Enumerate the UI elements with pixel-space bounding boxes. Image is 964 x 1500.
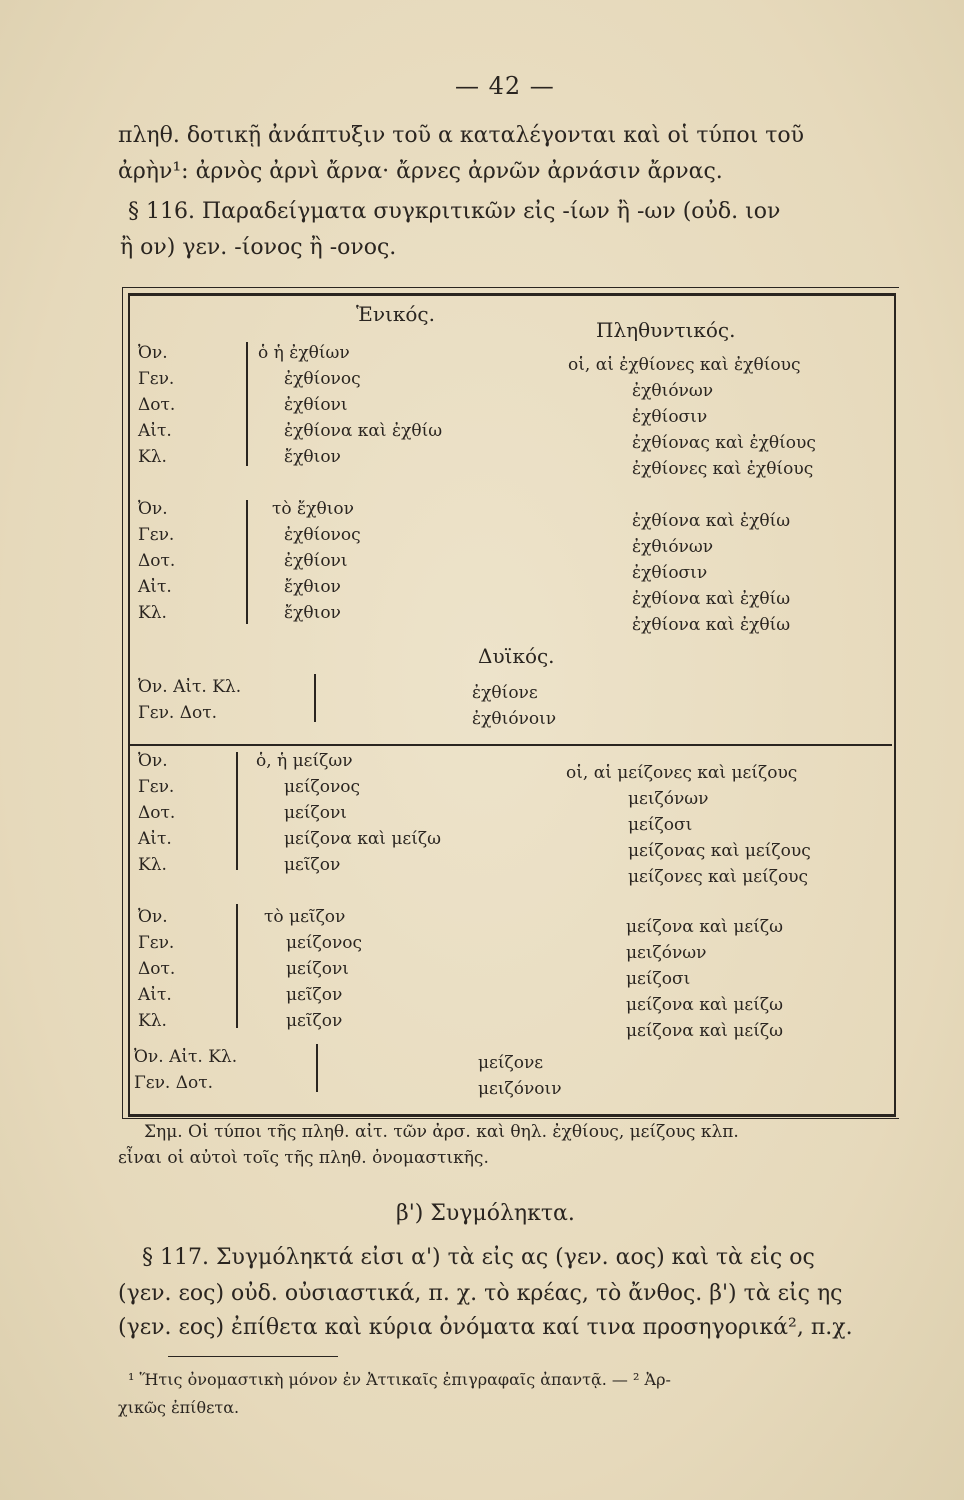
footnote-line-1: ¹ Ἥτις ὀνομαστικὴ μόνον ἐν Ἀττικαῖς ἐπιγραφαῖς ἀπαντᾷ. — ² Ἀρ- xyxy=(128,1370,671,1389)
echthion-masc-sg: ἔχθιον xyxy=(284,447,341,467)
case-label: Γεν. xyxy=(138,369,175,389)
rule xyxy=(246,342,248,466)
section-title: β') Συγμόληκτα. xyxy=(396,1201,575,1226)
meizon-masc-pl: μείζονας καὶ μείζους xyxy=(628,841,811,861)
echthion-masc-pl: οἱ, αἱ ἐχθίονες καὶ ἐχθίους xyxy=(568,355,801,375)
meizon-masc-pl: μειζόνων xyxy=(628,789,709,809)
case-label: Δοτ. xyxy=(138,803,176,823)
heading-singular: Ἑνικός. xyxy=(356,302,435,326)
meizon-neut-pl: μείζονα καὶ μείζω xyxy=(626,995,783,1015)
case-label: Αἰτ. xyxy=(138,577,172,597)
meizon-neut-pl: μείζονα καὶ μείζω xyxy=(626,1021,783,1041)
section-line-3: (γεν. εος) ἐπίθετα καὶ κύρια ὀνόματα καί τινα προσηγορικά², π.χ. xyxy=(118,1315,853,1340)
dual-case-label: Γεν. Δοτ. xyxy=(134,1073,214,1093)
heading-plural: Πληθυντικός. xyxy=(596,318,736,342)
meizon-masc-sg: ὁ, ἡ μείζων xyxy=(256,751,353,771)
case-label: Δοτ. xyxy=(138,959,176,979)
rule xyxy=(314,674,316,722)
section-line-2: (γεν. εος) οὐδ. οὐσιαστικά, π. χ. τὸ κρέας, τὸ ἄνθος. β') τὰ εἰς ης xyxy=(118,1281,843,1306)
meizon-masc-pl: μείζοσι xyxy=(628,815,693,835)
case-label: Δοτ. xyxy=(138,551,176,571)
note-line-1: Σημ. Οἱ τύποι τῆς πληθ. αἰτ. τῶν ἀρσ. καὶ θηλ. ἐχθίους, μείζους κλπ. xyxy=(144,1122,739,1142)
case-label: Κλ. xyxy=(138,447,167,467)
case-label: Γεν. xyxy=(138,933,175,953)
meizon-neut-sg: μεῖζον xyxy=(286,985,343,1005)
meizon-masc-pl: μείζονες καὶ μείζους xyxy=(628,867,809,887)
echthion-neut-pl: ἐχθίοσιν xyxy=(632,563,708,583)
meizon-neut-sg: μείζονι xyxy=(286,959,349,979)
meizon-masc-sg: μείζονι xyxy=(284,803,347,823)
echthion-masc-pl: ἐχθίονας καὶ ἐχθίους xyxy=(632,433,816,453)
case-label: Ὀν. xyxy=(138,907,168,927)
case-label: Κλ. xyxy=(138,1011,167,1031)
footnote-line-2: χικῶς ἐπίθετα. xyxy=(118,1398,240,1417)
rule xyxy=(236,904,238,1028)
meizon-masc-sg: μείζονα καὶ μείζω xyxy=(284,829,441,849)
meizon-masc-pl: οἱ, αἱ μείζονες καὶ μείζους xyxy=(566,763,798,783)
meizon-masc-sg: μείζονος xyxy=(284,777,361,797)
footnote-rule xyxy=(168,1356,338,1357)
case-label: Γεν. xyxy=(138,777,175,797)
rule xyxy=(246,500,248,624)
intro-line-3: § 116. Παραδείγματα συγκριτικῶν εἰς -ίων ἢ -ων (οὐδ. ιον xyxy=(128,199,781,224)
case-label: Κλ. xyxy=(138,855,167,875)
case-label: Δοτ. xyxy=(138,395,176,415)
echthion-dual: ἐχθίονε xyxy=(472,683,538,703)
case-label: Αἰτ. xyxy=(138,985,172,1005)
echthion-neut-pl: ἐχθίονα καὶ ἐχθίω xyxy=(632,511,791,531)
case-label: Ὀν. xyxy=(138,343,168,363)
echthion-neut-pl: ἐχθιόνων xyxy=(632,537,714,557)
meizon-neut-pl: μείζοσι xyxy=(626,969,691,989)
section-line-1: § 117. Συγμόληκτά εἰσι α') τὰ εἰς ας (γεν. αος) καὶ τὰ εἰς ος xyxy=(142,1245,815,1270)
meizon-neut-pl: μείζονα καὶ μείζω xyxy=(626,917,783,937)
meizon-neut-sg: τὸ μεῖζον xyxy=(264,907,346,927)
page-number: — 42 — xyxy=(455,72,555,100)
echthion-masc-sg: ἐχθίονι xyxy=(284,395,348,415)
dual-case-label: Γεν. Δοτ. xyxy=(138,703,218,723)
note-line-2: εἶναι οἱ αὐτοὶ τοῖς τῆς πληθ. ὀνομαστικῆς. xyxy=(118,1148,489,1168)
meizon-dual: μείζονε xyxy=(478,1053,544,1073)
meizon-neut-pl: μειζόνων xyxy=(626,943,707,963)
echthion-masc-sg: ἐχθίονος xyxy=(284,369,361,389)
echthion-neut-sg: ἔχθιον xyxy=(284,603,341,623)
echthion-neut-sg: ἐχθίονι xyxy=(284,551,348,571)
intro-line-1: πληθ. δοτικῇ ἀνάπτυξιν τοῦ α καταλέγονται καὶ οἱ τύποι τοῦ xyxy=(118,123,804,148)
table-divider xyxy=(128,744,892,746)
echthion-masc-sg: ἐχθίονα καὶ ἐχθίω xyxy=(284,421,443,441)
echthion-masc-pl: ἐχθίοσιν xyxy=(632,407,708,427)
echthion-masc-pl: ἐχθίονες καὶ ἐχθίους xyxy=(632,459,814,479)
case-label: Γεν. xyxy=(138,525,175,545)
case-label: Ὀν. xyxy=(138,751,168,771)
echthion-masc-sg: ὁ ἡ ἐχθίων xyxy=(258,343,350,363)
echthion-masc-pl: ἐχθιόνων xyxy=(632,381,714,401)
rule xyxy=(236,752,238,870)
case-label: Αἰτ. xyxy=(138,829,172,849)
dual-case-label: Ὀν. Αἰτ. Κλ. xyxy=(138,677,242,697)
case-label: Αἰτ. xyxy=(138,421,172,441)
echthion-neut-pl: ἐχθίονα καὶ ἐχθίω xyxy=(632,615,791,635)
heading-dual: Δυϊκός. xyxy=(478,644,555,668)
intro-line-4: ἢ ον) γεν. -ίονος ἢ -ονος. xyxy=(120,235,397,260)
echthion-neut-sg: ἐχθίονος xyxy=(284,525,361,545)
rule xyxy=(316,1044,318,1092)
echthion-neut-sg: τὸ ἔχθιον xyxy=(272,499,354,519)
dual-case-label: Ὀν. Αἰτ. Κλ. xyxy=(134,1047,238,1067)
meizon-neut-sg: μεῖζον xyxy=(286,1011,343,1031)
meizon-masc-sg: μεῖζον xyxy=(284,855,341,875)
echthion-dual: ἐχθιόνοιν xyxy=(472,709,557,729)
case-label: Κλ. xyxy=(138,603,167,623)
meizon-neut-sg: μείζονος xyxy=(286,933,363,953)
echthion-neut-sg: ἔχθιον xyxy=(284,577,341,597)
meizon-dual: μειζόνοιν xyxy=(478,1079,562,1099)
case-label: Ὀν. xyxy=(138,499,168,519)
intro-line-2: ἀρὴν¹: ἀρνὸς ἀρνὶ ἄρνα· ἄρνες ἀρνῶν ἀρνάσιν ἄρνας. xyxy=(118,159,723,184)
echthion-neut-pl: ἐχθίονα καὶ ἐχθίω xyxy=(632,589,791,609)
